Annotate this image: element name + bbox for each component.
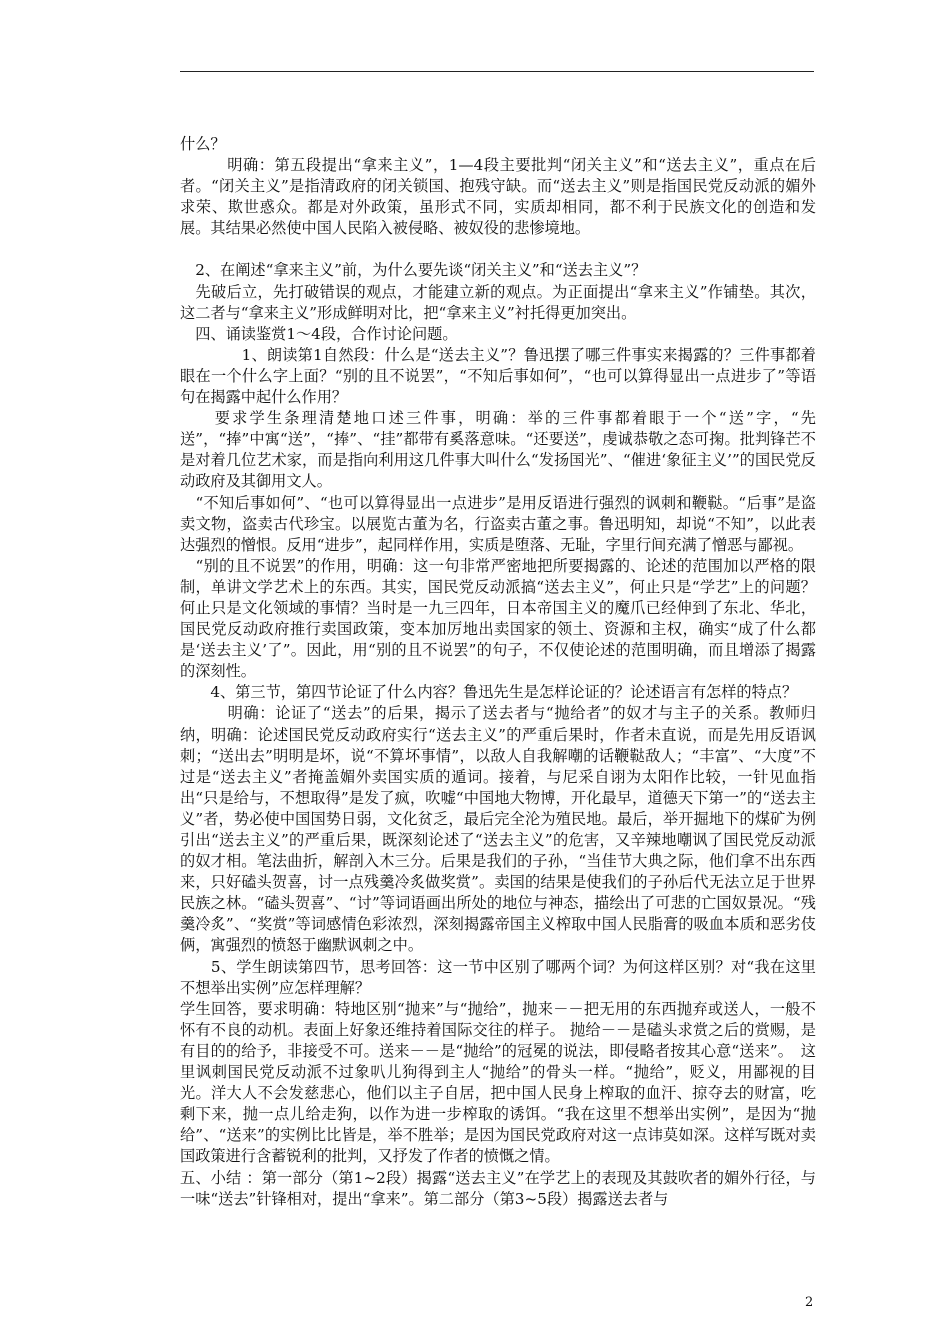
- paragraph-gap: [180, 239, 816, 260]
- paragraph: 4、第三节，第四节论证了什么内容？鲁迅先生是怎样论证的？论述语言有怎样的特点？: [180, 683, 798, 702]
- paragraph: 5、学生朗读第四节，思考回答：这一节中区别了哪两个词？为何这样区别？对“我在这里不想举出实例”应怎样理解？: [180, 957, 816, 997]
- header-rule: [180, 71, 814, 72]
- page-body: [180, 134, 816, 1210]
- paragraph: 学生回答，要求明确：特地区别“抛来”与“抛给”，抛来－－把无用的东西抛弃或送人，一般不怀有不良的动机。表面上好象还维持着国际交往的样子。 抛给－－是磕头求赏之后的赏赐，是有目的的给予，非接受不可。送来－－是“抛给”的冠冕的说法，即侵略者按其心意“送来”。 这里讽刺国民党反动派不过象叭儿狗得到主人“抛给”的骨头一样。“抛给”，贬义，用鄙视的目光。洋大人不会发慈悲心，他们以主子自居，把中国人民身上榨取的血汗、掠夺去的财富，吃剩下来，抛一点儿给走狗，以作为进一步榨取的诱饵。“我在这里不想举出实例”，是因为“抛给”、“送来”的实例比比皆是，举不胜举；是因为国民党政府对这一点讳莫如深。这样写既对卖国政策进行含蓄锐利的批判，又抒发了作者的愤慨之情。: [180, 999, 816, 1166]
- page-number: 2: [805, 1295, 814, 1310]
- summary-paragraph: 五、小结 ：第一部分（第1~2段）揭露“送去主义”在学艺上的表现及其鼓吹者的媚外行径，与一味“送去”针锋相对，提出“拿来”。第二部分（第3~5段）揭露送去者与: [180, 1168, 816, 1208]
- paragraph: 要求学生条理清楚地口述三件事，明确：举的三件事都着眼于一个“送”字，“先送”，“捧”中寓“送”，“捧”、“挂”都带有奚落意味。“还要送”，虔诚恭敬之态可掬。批判锋芒不是对着几位艺术家，而是指向利用这几件事大叫什么“发扬国光”、“催进‘象征主义’”的国民党反动政府及其御用文人。: [180, 409, 816, 491]
- paragraph: “不知后事如何”、“也可以算得显出一点进步”是用反语进行强烈的讽刺和鞭鞑。“后事”是盗卖文物，盗卖古代珍宝。以展览古董为名，行盗卖古董之事。鲁迅明知，却说“不知”，以此表达强烈的憎恨。反用“进步”，起同样作用，实质是堕落、无耻，字里行间充满了憎恶与鄙视。: [180, 493, 816, 554]
- paragraph: 1、朗读第1自然段：什么是“送去主义”？鲁迅摆了哪三件事实来揭露的？三件事都着眼在一个什么字上面？“别的且不说罢”，“不知后事如何”，“也可以算得显出一点进步了”等语句在揭露中起什么作用？: [180, 345, 816, 407]
- paragraph: 明确：第五段提出“拿来主义”，1—4段主要批判“闭关主义”和“送去主义”，重点在后者。“闭关主义”是指清政府的闭关锁国、抱残守缺。而“送去主义”则是指国民党反动派的媚外求荣、欺世惑众。都是对外政策，虽形式不同，实质却相同，都不利于民族文化的创造和发展。其结果必然使中国人民陷入被侵略、被奴役的悲惨境地。: [180, 156, 816, 238]
- paragraph: “别的且不说罢”的作用，明确：这一句非常严密地把所要揭露的、论述的范围加以严格的限制，单讲文学艺术上的东西。其实，国民党反动派搞“送去主义”，何止只是“学艺”上的问题？何止只是文化领域的事情？当时是一九三四年，日本帝国主义的魔爪已经伸到了东北、华北，国民党反动政府推行卖国政策，变本加厉地出卖国家的领土、资源和主权，确实“成了什么都是‘送去主义’了”。因此，用“别的且不说罢”的句子，不仅使论述的范围明确，而且增添了揭露的深刻性。: [180, 556, 816, 681]
- paragraph: 2、在阐述“拿来主义”前，为什么要先谈“闭关主义”和“送去主义”？: [180, 261, 647, 280]
- paragraph: 什么？: [180, 135, 226, 153]
- section-heading: 四、诵读鉴赏1～4段，合作讨论问题。: [180, 324, 458, 343]
- paragraph: 先破后立，先打破错误的观点，才能建立新的观点。为正面提出“拿来主义”作铺垫。其次，这二者与“拿来主义”形成鲜明对比，把“拿来主义”衬托得更加突出。: [180, 282, 816, 322]
- paragraph: 明确：论证了“送去”的后果，揭示了送去者与“抛给者”的奴才与主子的关系。教师归纳，明确：论述国民党反动政府实行“送去主义”的严重后果时，作者未直说，而是先用反语讽刺；“送出去”明明是坏，说“不算坏事情”，以敌人自我解嘲的话鞭鞑敌人；“丰富”、“大度”不过是“送去主义”者掩盖媚外卖国实质的遁词。接着，与尼采自诩为太阳作比较，一针见血指出“只是给与，不想取得”是发了疯，吹嘘“中国地大物博，开化最早，道德天下第一”的“送去主义”者，势必使中国国势日弱，文化贫乏，最后完全沦为殖民地。最后，举开掘地下的煤矿为例引出“送去主义”的严重后果，既深刻论述了“送去主义”的危害，又辛辣地嘲讽了国民党反动派的奴才相。笔法曲折，解剖入木三分。后果是我们的子孙，“当佳节大典之际，他们拿不出东西来，只好磕头贺喜，讨一点残羹冷炙做奖赏”。卖国的结果是使我们的子孙后代无法立足于世界民族之林。“磕头贺喜”、“讨”等词语画出所处的地位与神态，描绘出了可悲的亡国奴景况。“残羹冷炙”、“奖赏”等词感情色彩浓烈，深刻揭露帝国主义榨取中国人民脂膏的吸血本质和恶劣伎俩，寓强烈的愤怒于幽默讽刺之中。: [180, 704, 816, 955]
